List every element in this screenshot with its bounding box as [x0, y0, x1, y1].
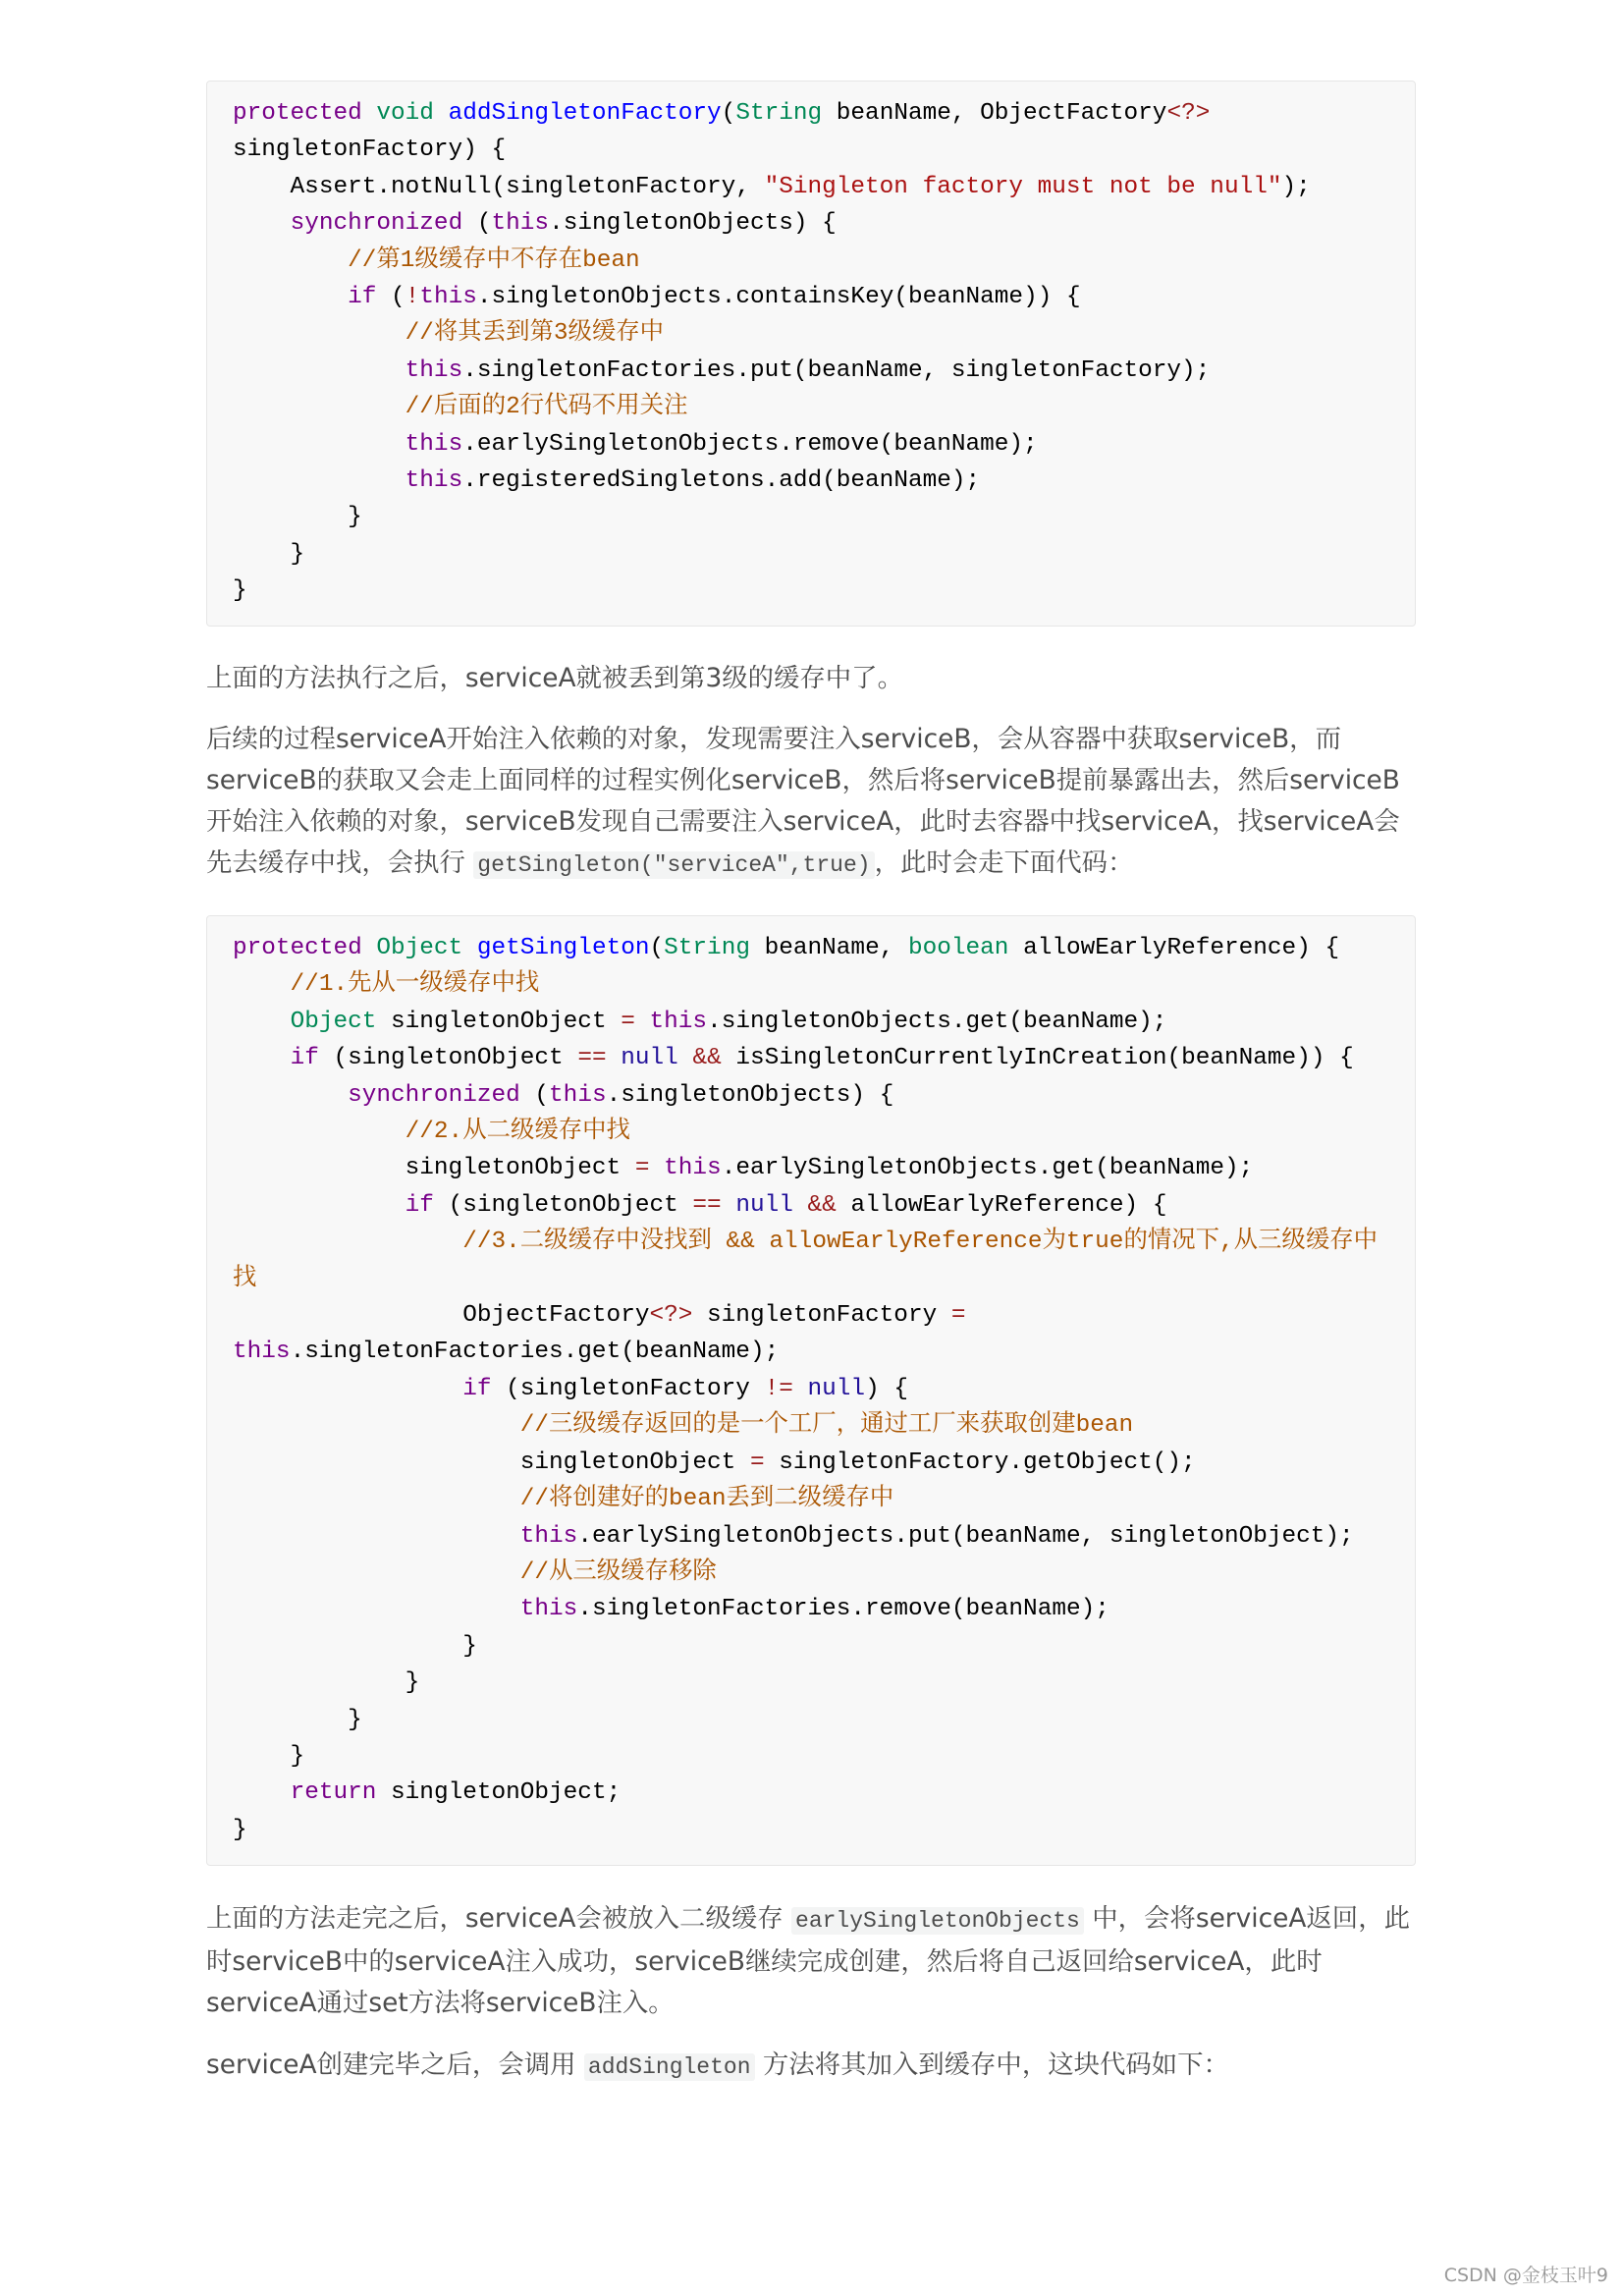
code-line: [233, 389, 1389, 425]
code-line: [233, 1738, 1389, 1775]
code-token: (: [649, 935, 665, 961]
code-token: this: [519, 1596, 578, 1623]
code-token: if: [405, 1191, 434, 1219]
watermark-footer: CSDN @金枝玉叶9: [1443, 2265, 1608, 2286]
code-line: [233, 1371, 1389, 1407]
paragraph-1: [206, 658, 1420, 699]
code-token: beanName,: [749, 935, 908, 961]
text-run: 后续的过程serviceA开始注入依赖的对象，发现需要注入serviceB，会从容器中获取serviceB，而serviceB的获取又会走上面同样的过程实例化serviceB，然后将serviceB提前暴露出去，然后serviceB开始注入依赖的对象，serviceB发现自己需要注入serviceA，此时去容器中找serviceA，找serviceA会先去缓存中找，会执行: [206, 724, 1400, 878]
code-token: [793, 1192, 808, 1219]
code-token: !=: [764, 1375, 793, 1402]
code-comment: //从三级缓存移除: [233, 1558, 717, 1586]
code-token: !: [405, 284, 420, 311]
code-line: [233, 463, 1389, 499]
code-line: [233, 1297, 1389, 1334]
code-token: singletonObject: [233, 1155, 635, 1182]
inline-code: earlySingletonObjects: [791, 1907, 1084, 1935]
text-run: 上面的方法执行之后，serviceA就被丢到第3级的缓存中了。: [206, 663, 903, 693]
code-line: [233, 1591, 1389, 1627]
code-token: singletonFactory: [692, 1302, 951, 1330]
text-run: 上面的方法走完之后，serviceA会被放入二级缓存: [206, 1903, 792, 1934]
code-token: synchronized: [290, 210, 463, 238]
code-line: [233, 1812, 1389, 1848]
code-token: [233, 431, 406, 458]
code-token: this: [549, 1081, 607, 1109]
code-comment: //将创建好的bean丢到二级缓存中: [233, 1486, 894, 1513]
code-token: this: [405, 356, 463, 384]
code-token: [233, 1082, 348, 1109]
code-line: [233, 1077, 1389, 1114]
code-token: [233, 1596, 520, 1622]
code-line: [233, 1628, 1389, 1665]
code-token: }: [233, 1669, 420, 1697]
code-token: [233, 1523, 520, 1550]
code-token: ObjectFactory: [233, 1302, 650, 1330]
code-line: [233, 315, 1389, 352]
code-token: }: [233, 1816, 247, 1843]
code-token: (singletonObject: [318, 1045, 578, 1072]
code-token: null: [735, 1191, 793, 1219]
code-line: [233, 1040, 1389, 1076]
code-line: [233, 279, 1389, 315]
code-token: allowEarlyReference) {: [1008, 935, 1340, 961]
code-line: [233, 1775, 1389, 1811]
code-token: if: [290, 1045, 319, 1072]
code-line: [233, 1702, 1389, 1738]
code-token: this: [419, 284, 477, 311]
code-line: [233, 573, 1389, 609]
code-token: =: [621, 1008, 635, 1035]
code-token: (: [462, 210, 492, 238]
code-line: [233, 353, 1389, 389]
code-token: );: [1281, 173, 1311, 200]
code-token: this: [233, 1339, 291, 1366]
code-comment: //三级缓存返回的是一个工厂，通过工厂来获取创建bean: [233, 1412, 1134, 1440]
code-line: [233, 1481, 1389, 1517]
code-line: [233, 1224, 1389, 1260]
code-token: if: [348, 284, 377, 311]
inline-code: addSingleton: [584, 2053, 755, 2081]
code-line: [233, 169, 1389, 205]
code-comment: 找: [233, 1265, 257, 1292]
code-line: [233, 1150, 1389, 1186]
code-token: [722, 1192, 736, 1219]
text-run: 中，会将serviceA返回，此时serviceB中的serviceA注入成功，serviceB继续完成创建，然后将自己返回给serviceA，此时serviceA通过set方法将serviceB注入。: [206, 1903, 1410, 2018]
code-token: .singletonFactories.get(beanName);: [290, 1339, 780, 1366]
code-token: singletonObject;: [376, 1779, 622, 1807]
code-token: allowEarlyReference) {: [836, 1191, 1167, 1219]
code-comment: //3.二级缓存中没找到 && allowEarlyReference为true的情况下,从三级缓存中: [233, 1229, 1378, 1256]
code-token: [678, 1045, 693, 1071]
paragraph-3: [206, 1898, 1420, 2024]
text-run: serviceA创建完毕之后，会调用: [206, 2050, 584, 2080]
code-token: &&: [692, 1045, 722, 1072]
text-run: ，此时会走下面代码：: [874, 847, 1134, 878]
code-token: }: [233, 1706, 362, 1733]
paragraph-4: [206, 2045, 1420, 2088]
code-token: =: [749, 1449, 765, 1476]
code-token: .singletonFactories.put(beanName, singletonFactory);: [462, 356, 1211, 384]
code-token: ==: [577, 1045, 607, 1072]
code-token: Object: [290, 1008, 377, 1035]
code-token: [649, 1155, 664, 1181]
code-token: "Singleton factory must not be null": [764, 173, 1282, 200]
code-token: =: [950, 1302, 966, 1330]
code-token: [233, 357, 406, 384]
code-comment: //第1级缓存中不存在bean: [233, 246, 640, 274]
code-token: boolean: [907, 935, 1009, 961]
code-token: }: [233, 540, 305, 568]
code-token: [233, 1192, 406, 1219]
code-token: [793, 1376, 808, 1402]
code-token: singletonObject: [376, 1008, 622, 1035]
code-token: [233, 1009, 291, 1035]
code-line: [233, 1187, 1389, 1224]
code-token: getSingleton: [476, 935, 650, 961]
code-comment: //后面的2行代码不用关注: [233, 394, 688, 421]
code-token: (: [721, 100, 736, 127]
code-token: }: [233, 1632, 477, 1660]
code-block-add-singleton-factory: [206, 81, 1416, 627]
code-token: =: [634, 1155, 650, 1182]
code-line: [233, 1334, 1389, 1370]
code-token: (singletonObject: [433, 1191, 693, 1219]
code-token: String: [735, 100, 823, 127]
code-line: [233, 95, 1389, 132]
code-token: singletonFactory.getObject();: [764, 1449, 1196, 1476]
code-line: [233, 426, 1389, 463]
code-token: [233, 1376, 462, 1402]
code-token: this: [405, 467, 463, 495]
text-run: 方法将其加入到缓存中，这块代码如下：: [754, 2050, 1229, 2080]
code-token: synchronized: [348, 1081, 520, 1109]
paragraph-2: [206, 719, 1420, 886]
code-token: <?>: [649, 1302, 693, 1330]
code-token: singletonObject: [233, 1449, 750, 1476]
code-token: .registeredSingletons.add(beanName);: [462, 467, 981, 495]
code-line: [233, 536, 1389, 573]
code-token: .singletonObjects.containsKey(beanName)) {: [476, 284, 1081, 311]
code-token: .singletonObjects) {: [606, 1081, 894, 1109]
code-token: }: [233, 504, 362, 531]
code-line: [233, 930, 1389, 966]
code-token: Assert.notNull(singletonFactory,: [233, 173, 765, 200]
code-token: [635, 1009, 650, 1035]
code-token: protected: [233, 100, 377, 127]
code-token: this: [491, 210, 550, 238]
code-comment: //2.从二级缓存中找: [233, 1119, 630, 1146]
code-line: [233, 243, 1389, 279]
code-line: [233, 966, 1389, 1003]
code-token: this: [664, 1155, 722, 1182]
code-token: null: [621, 1045, 678, 1072]
code-token: .earlySingletonObjects.get(beanName);: [721, 1155, 1254, 1182]
code-token: [233, 284, 348, 310]
code-line: [233, 1407, 1389, 1444]
code-token: [607, 1045, 622, 1071]
code-line: [233, 499, 1389, 535]
code-block-get-singleton: [206, 915, 1416, 1866]
code-token: String: [664, 935, 750, 961]
code-token: (singletonFactory: [491, 1375, 765, 1402]
code-token: void: [376, 100, 449, 127]
code-token: singletonFactory) {: [233, 137, 507, 164]
code-line: [233, 205, 1389, 242]
code-token: protected: [233, 935, 377, 961]
code-token: isSingletonCurrentlyInCreation(beanName)) {: [721, 1045, 1354, 1072]
code-token: this: [405, 430, 463, 458]
code-token: null: [807, 1375, 866, 1402]
code-token: .singletonFactories.remove(beanName);: [577, 1596, 1109, 1623]
code-token: beanName, ObjectFactory: [822, 100, 1167, 127]
code-token: this: [649, 1008, 708, 1035]
inline-code: getSingleton("serviceA",true): [473, 851, 874, 879]
code-token: Object: [376, 935, 477, 961]
code-line: [233, 1555, 1389, 1591]
code-line: [233, 1445, 1389, 1481]
code-token: [233, 467, 406, 494]
code-token: if: [462, 1375, 492, 1402]
code-line: [233, 1004, 1389, 1040]
code-token: .earlySingletonObjects.put(beanName, singletonObject);: [577, 1522, 1354, 1550]
code-token: .singletonObjects) {: [549, 210, 837, 238]
code-line: [233, 1114, 1389, 1150]
code-token: [233, 210, 291, 237]
code-token: &&: [807, 1191, 837, 1219]
code-token: (: [376, 284, 406, 311]
code-line: [233, 132, 1389, 168]
code-token: <?>: [1166, 100, 1211, 127]
code-token: addSingletonFactory: [448, 100, 722, 127]
code-token: [233, 1779, 291, 1806]
code-line: [233, 1665, 1389, 1701]
code-token: ) {: [865, 1375, 908, 1402]
code-comment: //将其丢到第3级缓存中: [233, 320, 665, 348]
code-token: this: [519, 1522, 578, 1550]
code-comment: //1.先从一级缓存中找: [233, 971, 540, 999]
code-token: .earlySingletonObjects.remove(beanName);: [462, 430, 1038, 458]
code-token: .singletonObjects.get(beanName);: [707, 1008, 1167, 1035]
code-line: [233, 1518, 1389, 1555]
code-line: [233, 1261, 1389, 1297]
code-token: [233, 1045, 291, 1071]
code-token: }: [233, 1742, 305, 1770]
code-token: ==: [692, 1191, 722, 1219]
code-token: return: [290, 1779, 377, 1807]
code-token: (: [519, 1081, 550, 1109]
code-token: }: [233, 577, 247, 605]
